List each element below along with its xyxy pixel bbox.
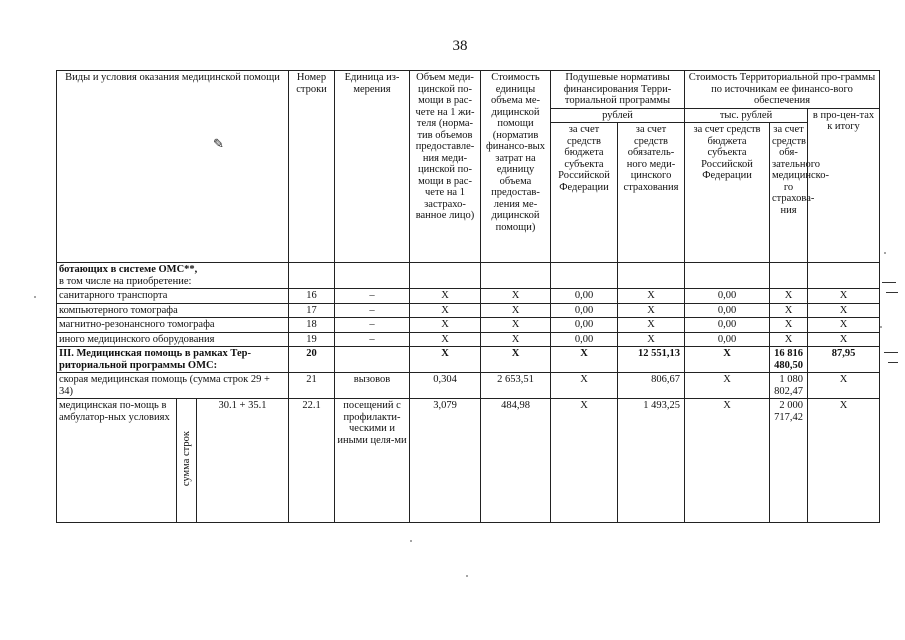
row-norm-oms: X xyxy=(618,289,685,304)
section-unit xyxy=(335,347,410,373)
row-total-oms: 1 080 802,47 xyxy=(770,373,808,399)
table-row xyxy=(57,318,880,333)
row-total-oms: X xyxy=(770,289,808,304)
header-norm-unit: рублей xyxy=(551,108,685,123)
section-volume: X xyxy=(410,347,481,373)
section-intro xyxy=(57,263,289,289)
row-unit: – xyxy=(335,303,410,318)
row-cost: 2 653,51 xyxy=(481,373,551,399)
row-cost: 484,98 xyxy=(481,399,551,523)
header-unit: Единица из-мерения xyxy=(335,71,410,263)
scan-dot xyxy=(34,296,36,298)
page-number: 38 xyxy=(452,38,468,54)
row-norm-budget: 0,00 xyxy=(551,289,618,304)
row-unit: – xyxy=(335,289,410,304)
row-unit: – xyxy=(335,318,410,333)
row-percent: X xyxy=(808,303,880,318)
row-cost: X xyxy=(481,289,551,304)
row-name: компьютерного томографа xyxy=(57,303,289,318)
scan-mark xyxy=(888,362,898,363)
row-norm-budget: X xyxy=(551,399,618,523)
row-volume: X xyxy=(410,332,481,347)
row-total-oms: 2 000 717,42 xyxy=(770,399,808,523)
row-percent: X xyxy=(808,399,880,523)
section-intro-line1: ботающих в системе ОМС**, xyxy=(59,264,198,275)
section-name: III. Медицинская помощь в рамках Тер-риториальной программы ОМС: xyxy=(57,347,289,373)
section-number: 20 xyxy=(289,347,335,373)
section-percent: 87,95 xyxy=(808,347,880,373)
sum-label-text: сумма строк xyxy=(180,431,192,487)
row-total-oms: X xyxy=(770,303,808,318)
row-norm-oms: X xyxy=(618,303,685,318)
row-number: 18 xyxy=(289,318,335,333)
table-row xyxy=(57,399,880,523)
section-cost: X xyxy=(481,347,551,373)
row-volume: 0,304 xyxy=(410,373,481,399)
scan-dot xyxy=(884,252,886,254)
section-intro-line2: в том числе на приобретение: xyxy=(59,275,192,287)
row-number: 19 xyxy=(289,332,335,347)
row-name: магнитно-резонансного томографа xyxy=(57,318,289,333)
row-number: 21 xyxy=(289,373,335,399)
pen-mark-icon: ✎ xyxy=(213,136,224,151)
row-sum-label xyxy=(177,399,197,523)
row-unit: посещений с профилакти-ческими и иными целя-ми xyxy=(335,399,410,523)
row-unit: вызовов xyxy=(335,373,410,399)
row-total-budget: 0,00 xyxy=(685,303,770,318)
header-total-oms: за счет средств обя-зательного медицинско-го страхова-ния xyxy=(770,123,808,263)
table-row xyxy=(57,373,880,399)
section-total-oms: 16 816 480,50 xyxy=(770,347,808,373)
row-volume: 3,079 xyxy=(410,399,481,523)
row-name: санитарного транспорта xyxy=(57,289,289,304)
header-total-unit: тыс. рублей xyxy=(685,108,808,123)
header-norm-budget: за счет средств бюджета субъекта Российской Федерации xyxy=(551,123,618,263)
row-total-budget: 0,00 xyxy=(685,332,770,347)
table-row xyxy=(57,289,880,304)
row-percent: X xyxy=(808,332,880,347)
row-cost: X xyxy=(481,303,551,318)
row-norm-oms: X xyxy=(618,332,685,347)
header-row-number: Номер строки xyxy=(289,71,335,263)
row-norm-oms: 1 493,25 xyxy=(618,399,685,523)
program-cost-table xyxy=(56,70,880,523)
row-number: 22.1 xyxy=(289,399,335,523)
section-total-budget: X xyxy=(685,347,770,373)
row-formula: 30.1 + 35.1 xyxy=(197,399,289,523)
section-norm-budget: X xyxy=(551,347,618,373)
row-total-budget: X xyxy=(685,373,770,399)
header-percent: в про-цен-тах к итогу xyxy=(808,108,880,263)
row-total-budget: 0,00 xyxy=(685,289,770,304)
row-percent: X xyxy=(808,373,880,399)
row-unit: – xyxy=(335,332,410,347)
row-norm-budget: 0,00 xyxy=(551,318,618,333)
table-row xyxy=(57,332,880,347)
row-percent: X xyxy=(808,289,880,304)
scan-mark xyxy=(882,282,896,283)
header-norm-group: Подушевые нормативы финансирования Терри-ториальной программы xyxy=(551,71,685,109)
row-cost: X xyxy=(481,332,551,347)
row-name: скорая медицинская помощь (сумма строк 29 + 34) xyxy=(57,373,289,399)
row-percent: X xyxy=(808,318,880,333)
section-norm-oms: 12 551,13 xyxy=(618,347,685,373)
row-norm-budget: 0,00 xyxy=(551,303,618,318)
header-type: Виды и условия оказания медицинской помощи xyxy=(57,71,289,263)
row-norm-oms: 806,67 xyxy=(618,373,685,399)
row-norm-budget: X xyxy=(551,373,618,399)
row-total-oms: X xyxy=(770,318,808,333)
header-total-group: Стоимость Территориальной про-граммы по источникам ее финансо-вого обеспечения xyxy=(685,71,880,109)
scan-mark xyxy=(886,292,898,293)
scan-mark xyxy=(884,352,898,353)
scan-dot xyxy=(466,575,468,577)
header-cost: Стоимость единицы объема ме-дицинской помощи (норматив финансо-вых затрат на единицу объема предостав-ления ме-дицинской помощи) xyxy=(481,71,551,263)
row-norm-budget: 0,00 xyxy=(551,332,618,347)
row-cost: X xyxy=(481,318,551,333)
row-name: иного медицинского оборудования xyxy=(57,332,289,347)
header-norm-oms: за счет средств обязатель-ного меди-цинского страхования xyxy=(618,123,685,263)
row-number: 16 xyxy=(289,289,335,304)
row-total-budget: X xyxy=(685,399,770,523)
row-volume: X xyxy=(410,303,481,318)
header-volume: Объем меди-цинской по-мощи в рас-чете на 1 жи-теля (норма-тив объемов предоставле-ния меди-цинской по-мощи в рас-чете на 1 застрахо-ванное лицо) xyxy=(410,71,481,263)
row-volume: X xyxy=(410,318,481,333)
header-total-budget: за счет средств бюджета субъекта Российской Федерации xyxy=(685,123,770,263)
section-row xyxy=(57,347,880,373)
table-row xyxy=(57,303,880,318)
row-total-budget: 0,00 xyxy=(685,318,770,333)
row-number: 17 xyxy=(289,303,335,318)
scan-dot xyxy=(410,540,412,542)
row-volume: X xyxy=(410,289,481,304)
row-norm-oms: X xyxy=(618,318,685,333)
row-total-oms: X xyxy=(770,332,808,347)
scan-dot xyxy=(880,326,882,328)
row-name: медицинская по-мощь в амбулатор-ных условиях xyxy=(57,399,177,523)
